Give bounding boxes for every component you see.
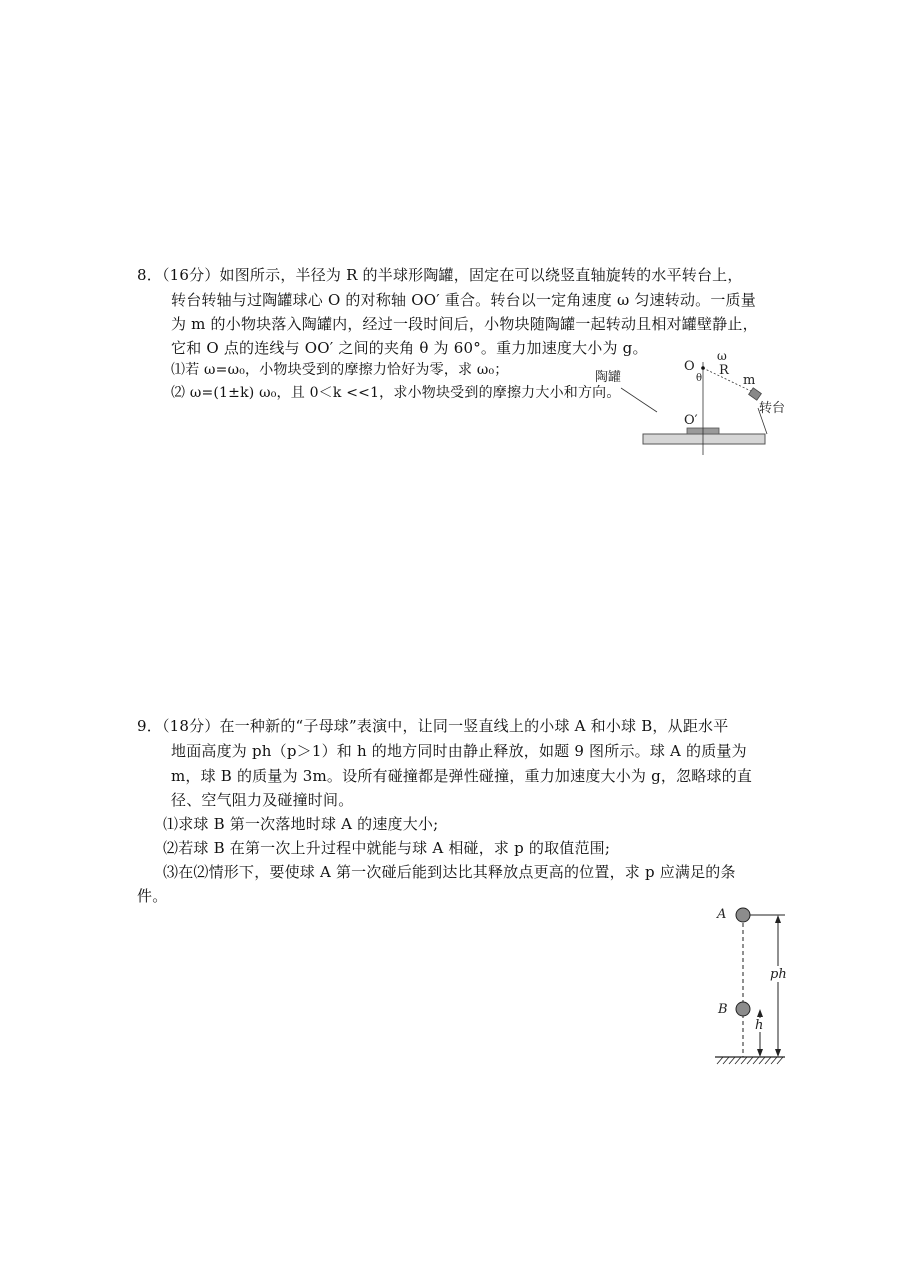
m-label: m [743,373,756,388]
theta-label: θ [696,373,703,384]
ball-b [736,1002,750,1016]
r-label: R [719,363,729,378]
h-arrow-head-top [757,1009,763,1017]
ball-a [736,908,750,922]
q9-line-3: m，球 B 的质量为 3m。设所有碰撞都是弹性碰撞，重力加速度大小为 g，忽略球的直 [171,767,753,785]
turntable-label: 转台 [759,401,786,416]
o-prime-label: O′ [684,413,698,428]
ph-label: ph [770,967,787,982]
q8-line-4: 它和 O 点的连线与 OO′ 之间的夹角 θ 为 60°。重力加速度大小为 g。 [171,339,648,357]
q8-line-3: 为 m 的小物块落入陶罐内，经过一段时间后，小物块随陶罐一起转动且相对罐壁静止， [171,315,758,333]
ground-hatching [717,1057,783,1064]
ball-b-label: B [718,1002,728,1017]
q9-line-4: 径、空气阻力及碰撞时间。 [171,791,354,809]
center-dot [701,366,705,370]
ph-arrow-head-top [775,915,781,923]
q9-part-2: ⑵若球 B 在第一次上升过程中就能与球 A 相碰，求 p 的取值范围; [163,839,611,857]
h-label: h [755,1018,764,1033]
q9-part-1: ⑴求球 B 第一次落地时球 A 的速度大小; [163,815,439,833]
ball-a-label: A [717,907,727,922]
q8-figure [595,350,795,455]
turntable-plate [643,434,765,444]
q9-line-1: 9．（18分）在一种新的“子母球”表演中，让同一竖直线上的小球 A 和小球 B，从距水平 [137,717,729,735]
q9-part-3: ⑶在⑵情形下，要使球 A 第一次碰后能到达比其释放点更高的位置，求 p 应满足的条 [163,863,736,881]
q9-figure [705,900,805,1070]
jar-leader [621,388,657,412]
q8-line-2: 转台转轴与过陶罐球心 O 的对称轴 OO′ 重合。转台以一定角速度 ω 匀速转动。一质量 [171,291,756,309]
q9-part-3-end: 件。 [137,887,168,905]
omega-label: ω [717,350,727,363]
block-m [749,388,762,400]
o-label: O [684,359,695,374]
h-arrow-head-bottom [757,1049,763,1057]
q8-part-2: ⑵ ω=(1±k) ω₀，且 0＜k <<1，求小物块受到的摩擦力大小和方向。 [171,385,621,401]
ph-arrow-head-bottom [775,1049,781,1057]
q8-line-1: 8．（16分）如图所示，半径为 R 的半球形陶罐，固定在可以绕竖直轴旋转的水平转台上， [137,266,743,284]
jar-label: 陶罐 [595,370,622,385]
q9-line-2: 地面高度为 ph（p＞1）和 h 的地方同时由静止释放，如题 9 图所示。球 A 的质量为 [171,742,747,760]
q8-part-1: ⑴若 ω=ω₀，小物块受到的摩擦力恰好为零，求 ω₀； [171,362,509,378]
